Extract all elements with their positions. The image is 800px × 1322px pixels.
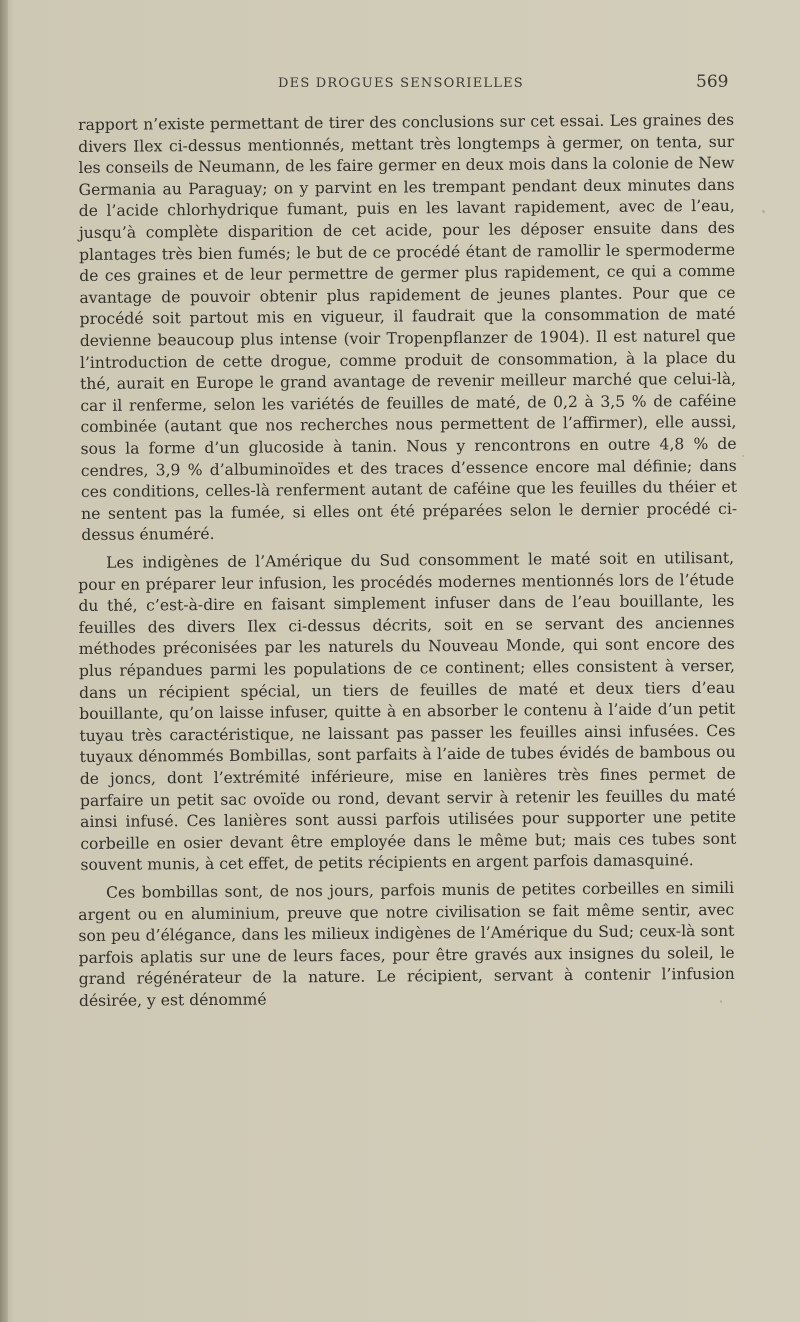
paragraph-2: Les indigènes de l’Amérique du Sud consomment le maté soit en utilisant, pour en préparer leur infusion, les procédés modernes mentionnés lors de l’étude du thé, c’est-à-dire en faisant simplement infuser dans de l’eau bouillante, les feuilles des divers Ilex ci-dessus décrits, soit en se servant des anciennes méthodes préconisées par les naturels du Nouveau Monde, qui sont encore des plus répandues parmi les populations de ce continent; elles consistent à verser, dans un récipient spécial, un tiers de feuilles de maté et deux tiers d’eau bouillante, qu’on laisse infuser, quitte à en absorber le contenu à l’aide d’un petit tuyau très caractéristique, ne laissant pas passer les feuilles ainsi infusées. Ces tuyaux dénommés Bombillas, sont parfaits à l’aide de tubes évidés de bambous ou de joncs, dont l’extrémité inférieure, mise en lanières très fines permet de parfaire un petit sac ovoïde ou rond, devant servir à retenir les feuilles du maté ainsi infusé. Ces lanières sont aussi parfois utilisées pour supporter une petite corbeille en osier devant être employée dans le même but; mais ces tubes sont souvent munis, à cet effet, de petits récipients en argent parfois damasquiné. [78,548,737,875]
paragraph-1: rapport n’existe permettant de tirer des conclusions sur cet essai. Les graines des divers Ilex ci-dessus mentionnés, mettant très longtemps à germer, on tenta, sur les conseils de Neumann, de les faire germer en deux mois dans la colonie de New Germania au Paraguay; on y parvint en les trempant pendant deux minutes dans de l’acide chlorhydrique fumant, puis en les lavant rapidement, avec de l’eau, jusqu’à complète disparition de cet acide, pour les déposer ensuite dans des plantages très bien fumés; le but de ce procédé étant de ramollir le spermoderme de ces graines et de leur permettre de germer plus rapidement, ce qui a comme avantage de pouvoir obtenir plus rapidement de jeunes plantes. Pour que ce procédé soit partout mis en vigueur, il faudrait que la consommation de maté devienne beaucoup plus intense (voir Tropenpflanzer de 1904). Il est naturel que l’introduction de cette drogue, comme produit de consommation, à la place du thé, aurait en Europe le grand avantage de revenir meilleur marché que celui-là, car il renferme, selon les variétés de feuilles de maté, de 0,2 à 3,5 % de caféine combinée (autant que nos recherches nous permettent de l’affirmer), elle aussi, sous la forme d’un glucoside à tanin. Nous y rencontrons en outre 4,8 % de cendres, 3,9 % d’albuminoïdes et des traces d’essence encore mal définie; dans ces conditions, celles-là renferment autant de caféine que les feuilles du théier et ne sentent pas la fumée, si elles ont été préparées selon le dernier procédé ci-dessus énuméré. [78,110,738,545]
paper-speck [720,1000,722,1003]
running-header [0,72,800,96]
paper-speck [742,455,744,457]
page-number: 569 [696,72,729,92]
paper-speck [762,210,765,213]
running-title: DES DROGUES SENSORIELLES [278,76,524,91]
paragraph-3: Ces bombillas sont, de nos jours, parfois munis de petites corbeilles en simili argent ou en aluminium, preuve que notre civilisation se fait même sentir, avec son peu d’élégance, dans les milieux indigènes de l’Amérique du Sud; ceux-là sont parfois aplatis sur une de leurs faces, pour être gravés aux insignes du soleil, le grand régénérateur de la nature. Le récipient, servant à contenir l’infusion désirée, y est dénommé [78,878,735,1010]
body-text [78,110,738,1012]
binding-edge [0,0,8,1322]
